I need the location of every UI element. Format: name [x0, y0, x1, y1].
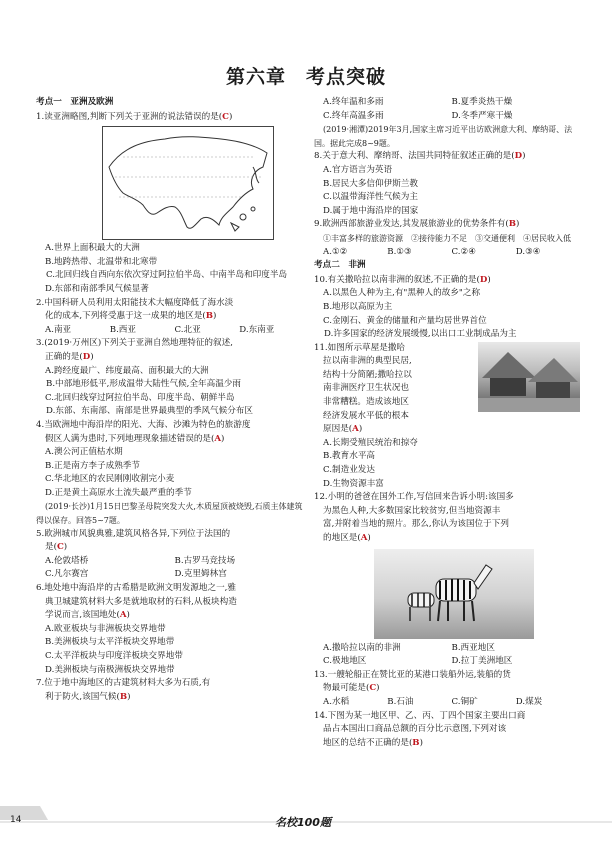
q4-option-b: B.正是南方李子成熟季节: [45, 460, 140, 471]
question-12-line2: 为黑色人种,大多数国家比较贫穷,但当地资源丰: [323, 505, 501, 516]
q5-option-b: B.古罗马竞技场: [174, 555, 236, 566]
q11-option-c: C.制造业发达: [323, 465, 375, 476]
question-12-line3: 富,并附着当地的照片。那么,你认为该国位于下列: [323, 519, 509, 530]
question-5-line2: 是(C): [45, 542, 68, 553]
q2-option-c: C.北亚: [174, 324, 201, 335]
q13-options: [323, 696, 580, 710]
question-11-line6: 经济发展水平低的根本: [323, 410, 409, 421]
question-7-line2: 利于防火,该国气候(B): [45, 691, 131, 702]
q1-option-d: D.东部和南部季风气候显著: [45, 283, 149, 294]
q8-option-c: C.以温带海洋性气候为主: [323, 192, 418, 203]
section-heading-2: 考点二 非洲: [314, 260, 366, 271]
q9-option-d: D.③④: [515, 246, 541, 257]
q13-option-b: B.石油: [387, 696, 414, 707]
q10-option-d: D.许多国家的经济发展缓慢,以出口工业制成品为主: [324, 329, 517, 340]
q3-option-a: A.跨经度最广、纬度最高、面积最大的大洲: [45, 365, 209, 376]
q7-options-row1: [323, 96, 580, 110]
hut-illustration: [478, 342, 580, 412]
q1-option-a: A.世界上面积最大的大洲: [45, 243, 140, 254]
q2-option-b: B.西亚: [109, 324, 136, 335]
q7-option-b: B.夏季炎热干燥: [451, 97, 513, 107]
q5-options-row2: [45, 568, 304, 582]
q3-option-d: D.东部、东南部、南部是世界最典型的季风气候分布区: [46, 406, 253, 417]
question-11-block: [314, 342, 580, 437]
q2-option-a: A.南亚: [45, 324, 72, 335]
q13-option-c: C.铜矿: [451, 696, 478, 707]
right-column: [314, 96, 580, 750]
q11-option-b: B.教育水平高: [323, 451, 376, 462]
q3-option-b: B.中部地形低平,形成温带大陆性气候,全年高温少雨: [46, 379, 241, 390]
thatched-hut-photo: [478, 342, 580, 412]
question-6-line2: 典卫城建筑材料大多是就地取材的石料,从板块构造: [45, 596, 237, 607]
q13-option-a: A.水稻: [323, 696, 350, 707]
question-12-line1: 12.小明的爸爸在国外工作,写信回来告诉小明:该国多: [314, 492, 514, 503]
q7-options-row2: [323, 110, 580, 124]
q11-option-d: D.生物资源丰富: [323, 478, 384, 489]
q2-option-d: D.东南亚: [239, 324, 275, 335]
q10-option-a: A.以黑色人种为主,有"黑种人的故乡"之称: [323, 288, 481, 299]
q2-options: [45, 324, 304, 338]
page-number: 14: [10, 815, 22, 825]
q8-option-b: B.居民大多信仰伊斯兰教: [323, 178, 418, 189]
q4-option-d: D.正是黄土高原水土流失最严重的季节: [45, 487, 192, 498]
q12-options-row1: [323, 642, 580, 656]
material-note-1: (2019·长沙)1月15日巴黎圣母院突发大火,木质屋顶被烧毁,石质主体建筑得以保存。回答5~7题。: [36, 502, 303, 526]
question-2-line1: 2.中国科研人员利用太阳能技术大幅度降低了海水淡: [36, 297, 234, 308]
asia-map-outline: [103, 127, 273, 239]
question-11-line4: 南非洲医疗卫生状况也: [323, 383, 409, 394]
q5-option-a: A.伦敦塔桥: [45, 555, 89, 566]
q6-option-d: D.美洲板块与南极洲板块交界地带: [45, 664, 175, 675]
q12-option-b: B.西亚地区: [451, 642, 495, 653]
question-10: 10.有关撒哈拉以南非洲的叙述,不正确的是(D): [314, 274, 491, 285]
q12-option-d: D.拉丁美洲地区: [451, 656, 513, 667]
question-13-line1: 13.一艘轮船正在赞比亚的某港口装船外运,装船的货: [314, 669, 511, 680]
question-6-line1: 6.地处地中海沿岸的古希腊是欧洲文明发源地之一,雅: [36, 583, 236, 594]
q7-option-a: A.终年温和多雨: [323, 97, 384, 107]
question-14-line1: 14.下图为某一地区甲、乙、丙、丁四个国家主要出口商: [314, 710, 526, 721]
question-4-line2: 假区人满为患时,下列地理现象描述错误的是(A): [45, 433, 225, 444]
q12-option-a: A.撒哈拉以南的非洲: [323, 642, 401, 653]
question-11-line5: 非常糟糕。造成该地区: [323, 397, 409, 408]
q9-option-c: C.②④: [451, 246, 476, 257]
question-11-line3: 结构十分简陋;撒哈拉以: [323, 369, 412, 380]
q1-option-b: B.地跨热带、北温带和北寒带: [45, 256, 158, 267]
question-9: 9.欧洲西部旅游业发达,其发展旅游业的优势条件有(B): [314, 219, 520, 230]
publisher-logo: 名校100题: [275, 816, 331, 829]
q7-option-d: D.冬季严寒干燥: [451, 110, 513, 121]
q11-option-a: A.长期受殖民统治和掠夺: [323, 437, 418, 448]
question-11-line1: 11.如图所示草屋是撒哈: [314, 342, 406, 353]
question-8: 8.关于意大利、摩纳哥、法国共同特征叙述正确的是(D): [314, 151, 526, 162]
q3-option-c: C.北回归线穿过阿拉伯半岛、印度半岛、朝鲜半岛: [45, 392, 235, 403]
zebra-illustration: [374, 549, 534, 639]
q5-option-d: D.克里姆林宫: [174, 569, 227, 580]
question-3-line2: 正确的是(D): [45, 351, 94, 362]
question-1: 1.读亚洲略图,判断下列关于亚洲的说法错误的是(C): [36, 111, 233, 122]
q1-option-c: C.北回归线自西向东依次穿过阿拉伯半岛、中南半岛和印度半岛: [46, 270, 288, 281]
question-7-line1: 7.位于地中海地区的古建筑材料大多为石质,有: [36, 678, 211, 689]
q6-option-a: A.欧亚板块与非洲板块交界地带: [45, 623, 166, 634]
q6-option-c: C.太平洋板块与印度洋板块交界地带: [45, 651, 183, 661]
zebra-photo: [374, 549, 534, 639]
material-note-2: (2019·湘潭)2019年3月,国家主席习近平出访欧洲意大利、摩纳哥、法国。据此完成8~9题。: [314, 125, 573, 148]
q10-option-c: C.金刚石、黄金的储量和产量均居世界首位: [323, 315, 487, 326]
q10-option-b: B.地形以高原为主: [323, 301, 393, 312]
question-5-line1: 5.欧洲城市风貌典雅,建筑风格各异,下列位于法国的: [36, 528, 231, 539]
q9-items: ①丰富多样的旅游资源 ②接待能力不足 ③交通便利 ④居民收入低: [323, 233, 571, 243]
question-11-line2: 拉以南非洲的典型民居,: [323, 356, 412, 367]
q9-option-b: B.①③: [387, 246, 412, 257]
q9-option-a: A.①②: [323, 246, 348, 257]
q13-option-d: D.煤炭: [515, 696, 543, 707]
q8-option-a: A.官方语言为英语: [323, 164, 393, 175]
question-4-line1: 4.当欧洲地中海沿岸的阳光、大海、沙滩为特色的旅游度: [36, 419, 251, 430]
question-2-line2: 化的成本,下列将受惠于这一成果的地区是(B): [45, 311, 217, 322]
question-11-line7: 原因是(A): [323, 424, 363, 435]
question-12-line4: 的地区是(A): [323, 533, 371, 543]
question-13-line2: 物最可能是(C): [323, 683, 380, 694]
question-3-line1: 3.(2019·万州区)下列关于亚洲自然地理特征的叙述,: [36, 338, 233, 349]
q12-option-c: C.极地地区: [323, 656, 367, 667]
question-14-line3: 地区的总结不正确的是(B): [323, 737, 423, 748]
q5-options-row1: [45, 555, 304, 569]
chapter-title: 第六章 考点突破: [225, 66, 386, 88]
asia-map-figure: [102, 126, 274, 240]
q9-options: [323, 246, 580, 260]
q7-option-c: C.终年高温多雨: [323, 110, 384, 121]
question-14-line2: 品占本国出口商品总额的百分比示意图,下列对该: [323, 724, 507, 735]
q5-option-c: C.凡尔赛宫: [45, 569, 89, 580]
section-heading: 考点一 亚洲及欧洲: [36, 97, 114, 107]
question-6-line3: 学说而言,该国地处(A): [45, 610, 130, 621]
q6-option-b: B.美洲板块与太平洋板块交界地带: [45, 637, 175, 648]
q8-option-d: D.属于地中海沿岸的国家: [323, 205, 419, 216]
q12-options-row2: [323, 655, 580, 669]
left-column: [36, 96, 304, 704]
q4-option-a: A.澳公河正值枯水期: [45, 447, 123, 458]
q4-option-c: C.华北地区的农民刚刚收割完小麦: [45, 474, 175, 485]
